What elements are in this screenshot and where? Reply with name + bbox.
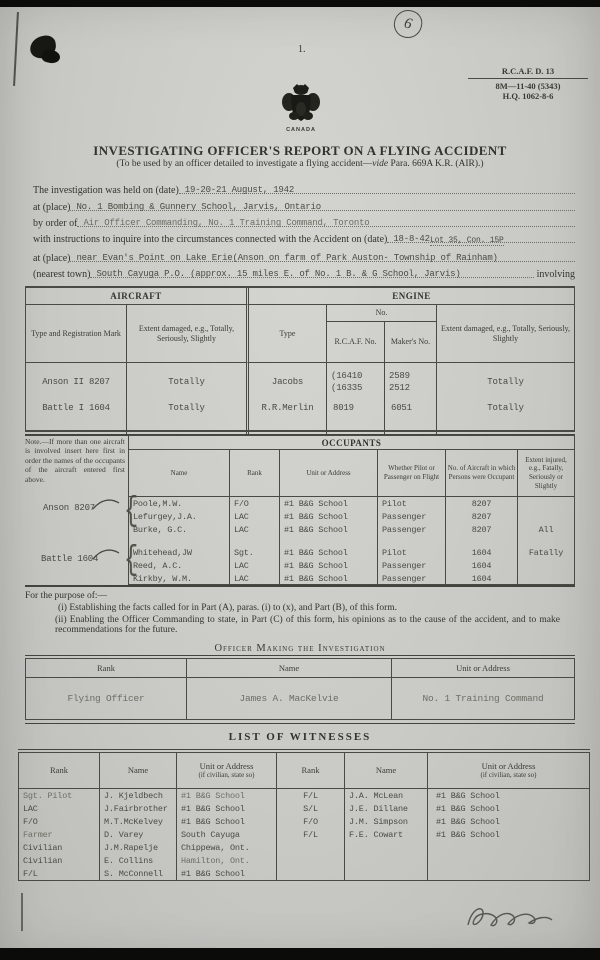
nearest-town-fill-line — [90, 264, 533, 278]
investigation-place-line — [33, 195, 575, 211]
engine-row-extent: Totally — [436, 401, 574, 434]
col-aircraft-number: No. of Aircraft in which Persons were Occupant — [445, 450, 517, 497]
witness-name2: F.E. Cowart — [344, 828, 427, 841]
col-makers-no: Maker's No. — [384, 322, 436, 363]
form-print-code: 8M—11-40 (5343) — [495, 81, 561, 91]
witness-name: D. Varey — [99, 828, 176, 841]
officer-rank-value: Flying Officer — [67, 693, 145, 704]
occupants-note: Note.—If more than one aircraft is involved insert here first in order the names of the occupants of the aircraft entered first above. — [25, 437, 125, 484]
date-value: 19-20-21 August, 1942 — [184, 185, 295, 195]
occupant-role: Passenger — [377, 523, 445, 536]
occupant-unit: #1 B&G School — [279, 572, 377, 585]
purpose-intro: For the purpose of:— — [25, 591, 108, 601]
rcaf-no-line1: (16410 — [331, 371, 363, 381]
occupant-aircraft: 8207 — [445, 523, 517, 536]
purpose-item-1-number: (i) — [58, 603, 67, 613]
engine-row-rcaf-no — [326, 363, 384, 401]
engine-row-extent: Totally — [436, 363, 574, 401]
handwritten-tick-icon — [91, 496, 121, 512]
engine-section-header: ENGINE — [246, 288, 574, 305]
form-hq-file: H.Q. 1062-8-6 — [502, 91, 554, 101]
witness-col-unit — [176, 753, 276, 789]
occupant-extent: All — [517, 523, 574, 536]
occupant-aircraft: 1604 — [445, 559, 517, 572]
witnesses-table-top-rule — [18, 749, 590, 750]
canada-crest-icon — [279, 82, 323, 126]
nearest-town-label: (nearest town) — [33, 269, 91, 280]
pen-mark-bottom-left — [21, 893, 23, 931]
purpose-item-2 — [55, 615, 560, 635]
occupant-rank: LAC — [229, 572, 279, 585]
circled-handwritten-annotation — [391, 7, 425, 41]
empty-cell — [276, 854, 344, 867]
col-engine-type: Type — [246, 305, 326, 363]
occupant-name: Burke, G.C. — [133, 524, 187, 535]
occupant-name: Poole,M.W. — [133, 498, 183, 509]
spacer-cell — [445, 536, 517, 546]
occupant-group1-label: Anson 8207 — [43, 503, 96, 513]
col-extent-injured: Extent injured, e.g., Fatally, Seriously or Slightly — [517, 450, 574, 497]
occupant-role: Passenger — [377, 510, 445, 523]
occupant-rank: LAC — [229, 510, 279, 523]
officer-col-rank: Rank — [26, 659, 186, 678]
witness-unit: #1 B&G School — [176, 789, 276, 802]
subtitle-tail: Para. 669A K.R. (AIR).) — [388, 159, 484, 169]
involving-label: involving — [536, 269, 575, 280]
engine-row-rcaf-no: 8019 — [326, 401, 384, 434]
annotation-digit: 6 — [402, 14, 414, 33]
accident-date-value: 18-8-42 — [393, 234, 430, 244]
empty-cell — [427, 867, 589, 880]
ink-stamp-blob-small — [41, 48, 61, 64]
occupant-extent — [517, 497, 574, 510]
witness-rank2: F/L — [276, 828, 344, 841]
accident-place-line — [33, 246, 575, 262]
purpose-item-1-text: Establishing the facts called for in Part (A), paras. (i) to (x), and Part (B), of this form. — [69, 603, 398, 613]
date-label: The investigation was held on (date) — [33, 185, 179, 196]
spacer-cell — [229, 536, 279, 546]
witness-col-name: Name — [99, 753, 176, 789]
order-label: by order of — [33, 218, 78, 229]
officer-table-bottom-rule — [25, 723, 575, 724]
purpose-item-2-text: Enabling the Officer Commanding to state, in Part (C) of this form, his opinions as to the cause of the accident, and to make recommendations for the future. — [55, 615, 560, 635]
col-rcaf-no: R.C.A.F. No. — [326, 322, 384, 363]
witness-name2: J.M. Simpson — [344, 815, 427, 828]
maker-no-line1: 2589 — [389, 371, 410, 381]
aircraft-row-extent: Totally — [126, 363, 246, 401]
purpose-item-2-number: (ii) — [55, 615, 67, 625]
aircraft-row-extent: Totally — [126, 401, 246, 434]
spacer-cell — [517, 536, 574, 546]
engine-row-type: Jacobs — [246, 363, 326, 401]
occupants-section — [25, 434, 575, 587]
accident-place-label: at (place) — [33, 253, 71, 264]
witness-unit: #1 B&G School — [176, 815, 276, 828]
group2-brace-icon: { — [124, 542, 139, 580]
occupant-unit: #1 B&G School — [279, 559, 377, 572]
rcaf-no-line2: (16335 — [331, 383, 363, 393]
officer-table-top-rule — [25, 655, 575, 656]
investigation-date-line — [33, 178, 575, 194]
occupant-rank: F/O — [229, 497, 279, 510]
engine-row-type: R.R.Merlin — [246, 401, 326, 434]
officer-section-heading: Officer Making the Investigation — [214, 643, 386, 654]
occupant-extent — [517, 559, 574, 572]
witness-rank: Farmer — [23, 829, 53, 840]
order-value: Air Officer Commanding, No. 1 Training Command, Toronto — [83, 218, 370, 228]
occupant-rank: Sgt. — [229, 546, 279, 559]
witness-col-rank: Rank — [19, 753, 99, 789]
officer-name-value: James A. MacKelvie — [186, 678, 391, 719]
order-line — [33, 211, 575, 227]
occupant-unit: #1 B&G School — [279, 546, 377, 559]
occupant-role: Pilot — [377, 546, 445, 559]
page-number: 1. — [298, 44, 306, 55]
witness-name2: J.A. McLean — [344, 789, 427, 802]
witnesses-heading: LIST OF WITNESSES — [228, 731, 372, 743]
occupant-name: Lefurgey,J.A. — [133, 511, 197, 522]
col-engine-no: No. — [326, 305, 436, 322]
accident-place-value: near Evan's Point on Lake Erie(Anson on farm of Park Auston- Township of Rainham) — [76, 253, 498, 263]
empty-cell — [427, 854, 589, 867]
aircraft-row-type: Anson II 8207 — [42, 377, 110, 387]
witness-name: S. McConnell — [99, 867, 176, 880]
place-fill-line — [70, 197, 575, 211]
occupant-name: Whitehead,JW — [133, 547, 192, 558]
occupant-group2-label: Battle 1604 — [41, 554, 99, 564]
occupant-rank: LAC — [229, 523, 279, 536]
witnesses-table — [18, 752, 590, 881]
order-fill-line — [77, 213, 575, 227]
occupants-bottom-rule — [25, 585, 575, 587]
pen-mark-left-edge — [13, 12, 19, 86]
accident-place-fill-line — [70, 248, 575, 262]
maker-no-line2: 2512 — [389, 383, 410, 393]
date-fill-line — [179, 180, 575, 194]
aircraft-row-type: Battle I 1604 — [42, 403, 110, 413]
occupant-unit: #1 B&G School — [279, 497, 377, 510]
witness-name: M.T.McKelvey — [99, 815, 176, 828]
witness-rank: Civilian — [23, 855, 63, 866]
witness-unit: #1 B&G School — [176, 867, 276, 880]
officer-unit-value: No. 1 Training Command — [391, 678, 574, 719]
empty-cell — [276, 867, 344, 880]
witness-col-rank2: Rank — [276, 753, 344, 789]
witness-col-unit2-line2: (if civilian, state so) — [480, 771, 537, 780]
engine-row-maker-no — [384, 363, 436, 401]
crest-caption: CANADA — [286, 127, 316, 133]
engine-row-maker-no: 6051 — [384, 401, 436, 434]
spacer-cell — [129, 536, 229, 546]
witness-unit2: #1 B&G School — [427, 815, 589, 828]
signature-scribble — [458, 895, 558, 940]
col-type-registration: Type and Registration Mark — [26, 305, 126, 363]
witness-rank: F/O — [23, 816, 38, 827]
witness-name: J. Kjeldbech — [99, 789, 176, 802]
officer-col-name: Name — [186, 659, 391, 678]
witness-name: E. Collins — [99, 854, 176, 867]
occupants-section-header: OCCUPANTS — [129, 436, 574, 450]
accident-date-label: with instructions to inquire into the circumstances connected with the Accident on (date) — [33, 234, 388, 245]
empty-cell — [427, 841, 589, 854]
form-ref-number: R.C.A.F. D. 13 — [468, 66, 588, 79]
scan-edge-top — [0, 0, 600, 7]
subtitle-vide: vide — [372, 159, 389, 169]
col-pilot-or-passenger: Whether Pilot or Passenger on Flight — [377, 450, 445, 497]
col-occupant-name: Name — [129, 450, 229, 497]
witness-rank2: F/O — [276, 815, 344, 828]
occupant-role: Passenger — [377, 559, 445, 572]
occupant-aircraft: 1604 — [445, 572, 517, 585]
witness-col-unit2-line1: Unit or Address — [481, 760, 536, 771]
spacer-cell — [377, 536, 445, 546]
occupants-table — [128, 435, 575, 585]
lot-concession-insert: Lot 35, Con. 15P — [430, 236, 504, 245]
subtitle-text: (To be used by an officer detailed to investigate a flying accident— — [116, 159, 373, 169]
occupant-aircraft: 8207 — [445, 497, 517, 510]
occupant-name: Reed, A.C. — [133, 560, 183, 571]
place-value: No. 1 Bombing & Gunnery School, Jarvis, Ontario — [76, 202, 321, 212]
empty-cell — [276, 841, 344, 854]
occupant-extent: Fatally — [517, 546, 574, 559]
witness-col-unit2 — [427, 753, 589, 789]
aircraft-section-header: AIRCRAFT — [26, 288, 246, 305]
report-title: INVESTIGATING OFFICER'S REPORT ON A FLYING ACCIDENT — [93, 143, 507, 158]
purpose-item-1 — [58, 603, 558, 613]
empty-cell — [344, 854, 427, 867]
occupant-aircraft: 8207 — [445, 510, 517, 523]
officer-table — [25, 658, 575, 720]
nearest-town-line — [33, 262, 575, 278]
occupant-role: Pilot — [377, 497, 445, 510]
col-occupant-rank: Rank — [229, 450, 279, 497]
occupant-aircraft: 1604 — [445, 546, 517, 559]
witness-name: J.M.Rapelje — [99, 841, 176, 854]
occupant-role: Passenger — [377, 572, 445, 585]
occupant-name: Kirkby, W.M. — [133, 573, 192, 584]
witness-rank: F/L — [23, 868, 38, 879]
place-label: at (place) — [33, 202, 71, 213]
occupant-extent — [517, 572, 574, 585]
witness-unit: Hamilton, Ont. — [176, 854, 276, 867]
witness-unit2: #1 B&G School — [427, 789, 589, 802]
nearest-town-value: South Cayuga P.O. (approx. 15 miles E. of No. 1 B. & G School, Jarvis) — [96, 269, 461, 279]
aircraft-engine-table — [25, 286, 575, 432]
col-extent-damaged-engine: Extent damaged, e.g., Totally, Seriously, Slightly — [436, 305, 574, 363]
officer-col-unit: Unit or Address — [391, 659, 574, 678]
col-occupant-unit: Unit or Address — [279, 450, 377, 497]
witness-name2: J.E. Dillane — [344, 802, 427, 815]
empty-cell — [344, 867, 427, 880]
witness-rank: Civilian — [23, 842, 63, 853]
witness-unit2: #1 B&G School — [427, 802, 589, 815]
witness-unit: #1 B&G School — [176, 802, 276, 815]
occupant-rank: LAC — [229, 559, 279, 572]
occupant-extent — [517, 510, 574, 523]
witness-rank2: S/L — [276, 802, 344, 815]
empty-cell — [344, 841, 427, 854]
occupant-unit: #1 B&G School — [279, 510, 377, 523]
witness-col-name2: Name — [344, 753, 427, 789]
witness-unit: Chippewa, Ont. — [176, 841, 276, 854]
occupant-unit: #1 B&G School — [279, 523, 377, 536]
witness-unit2: #1 B&G School — [427, 828, 589, 841]
handwritten-tick-icon — [91, 546, 121, 562]
witness-rank2: F/L — [276, 789, 344, 802]
witness-col-unit-line2: (if civilian, state so) — [198, 771, 255, 780]
col-extent-damaged-aircraft: Extent damaged, e.g., Totally, Seriously, Slightly — [126, 305, 246, 363]
spacer-cell — [279, 536, 377, 546]
witness-unit: South Cayuga — [176, 828, 276, 841]
group1-brace-icon: { — [124, 493, 139, 531]
scan-edge-bottom — [0, 948, 600, 960]
witness-col-unit-line1: Unit or Address — [199, 760, 254, 771]
report-subtitle — [25, 159, 575, 169]
witness-rank: LAC — [23, 803, 38, 814]
witness-rank: Sgt. Pilot — [23, 790, 73, 801]
witness-name: J.Fairbrother — [99, 802, 176, 815]
